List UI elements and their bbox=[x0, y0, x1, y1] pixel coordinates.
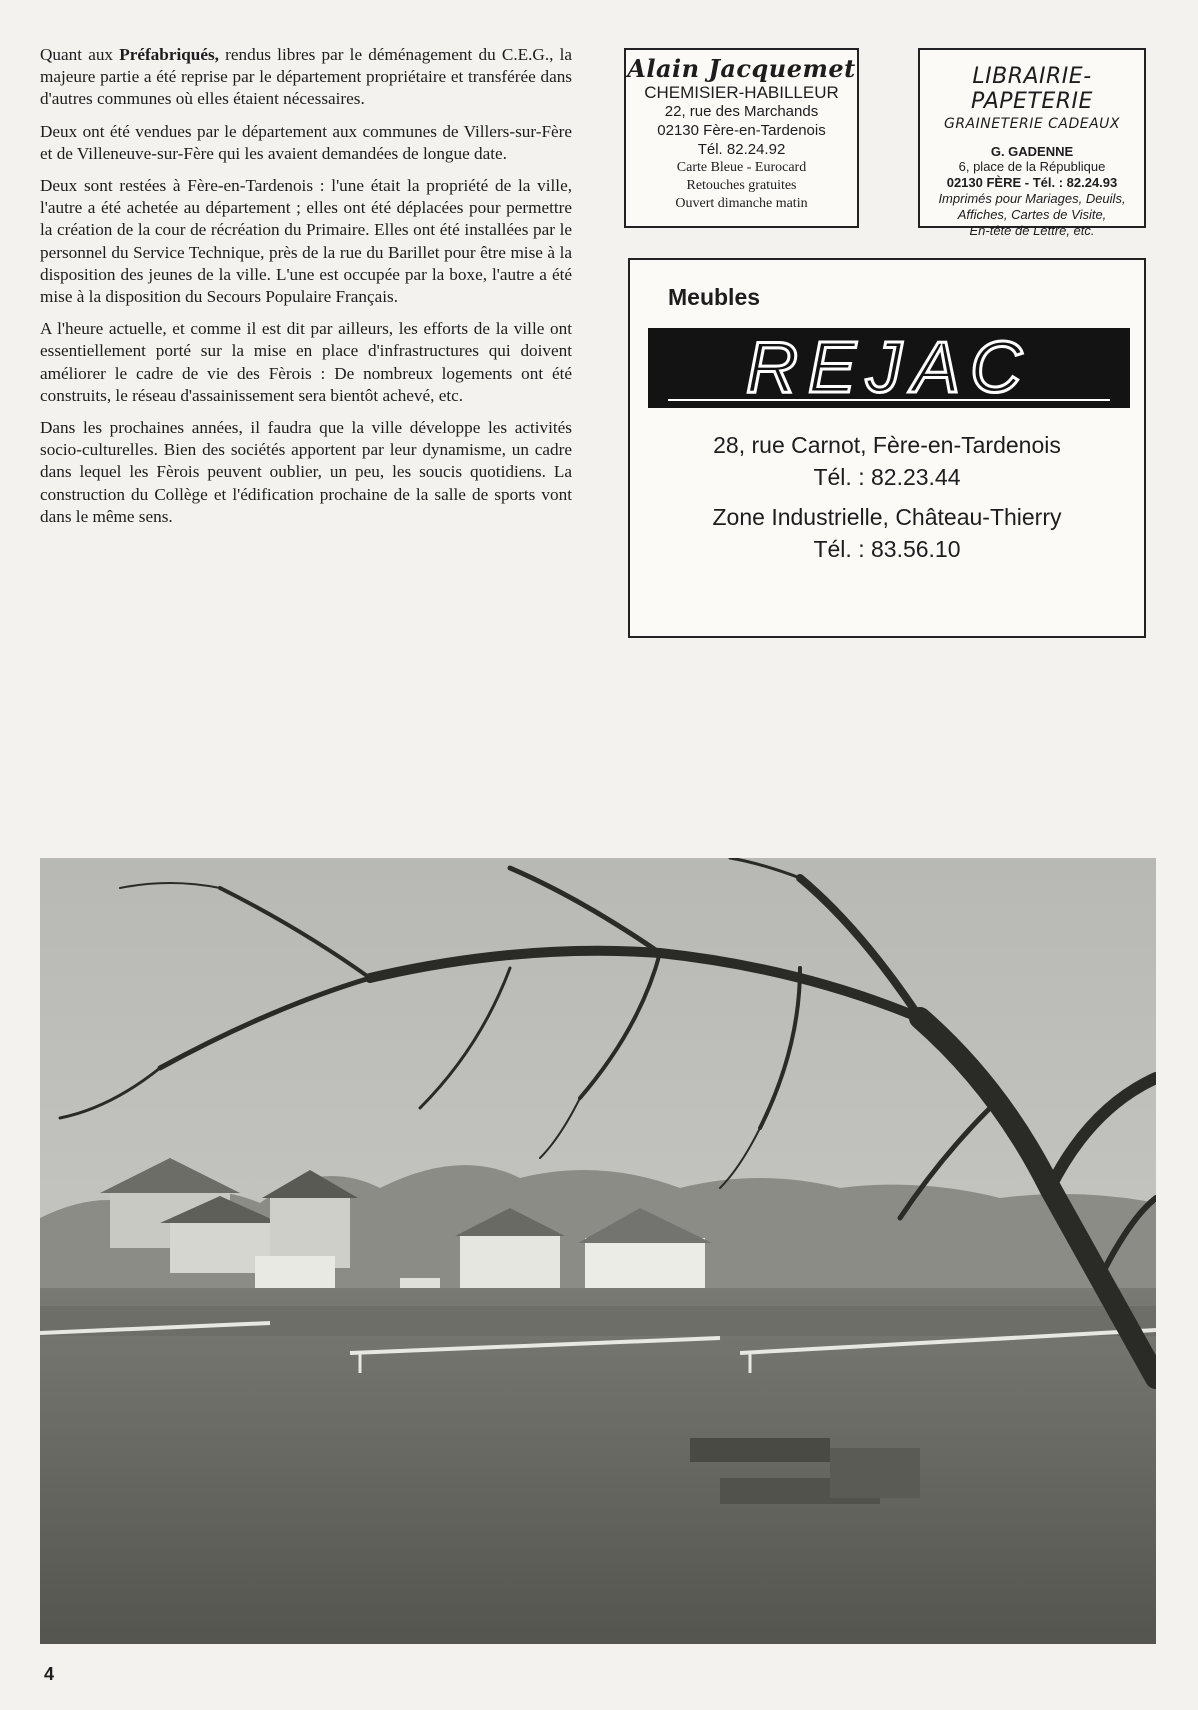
ad-rejac-label: Meubles bbox=[668, 284, 761, 310]
ad-librairie-line-3: En-tête de Lettre, etc. bbox=[969, 223, 1095, 238]
ad-rejac-logo-band bbox=[648, 328, 1130, 408]
ad-librairie bbox=[918, 48, 1146, 238]
ad-jacquemet-open: Ouvert dimanche matin bbox=[675, 196, 808, 211]
paragraph-4: A l'heure actuelle, et comme il est dit par ailleurs, les efforts de la ville ont essentiellement porté sur la mise en place d'infrastructures qui doivent améliorer le cadre de vie des Fèrois : De nombreux logements ont été construits, le réseau d'assainissement sera bientôt achevé, etc. bbox=[40, 319, 572, 405]
ad-jacquemet-city: 02130 Fère-en-Tardenois bbox=[657, 122, 826, 139]
paragraph-3: Deux sont restées à Fère-en-Tardenois : l'une était la propriété de la ville, l'autre a été achetée au département ; elles ont été déplacées pour permettre la création de la cour de récréation du Primaire. Elles ont été installées par le personnel du Service Technique, près de la rue du Barillet pour être mise à la disposition des jeunes de la ville. L'une est occupée par la boxe, l'autre a été mise à la disposition du Secours Populaire Français. bbox=[40, 176, 572, 307]
paragraph-2: Deux ont été vendues par le département aux communes de Villers-sur-Fère et de Villeneuve-sur-Fère qui les avaient demandées de longue date. bbox=[40, 121, 572, 163]
ad-librairie-line-2: Affiches, Cartes de Visite, bbox=[957, 207, 1107, 222]
article-column bbox=[40, 44, 572, 538]
ad-librairie-line-1: Imprimés pour Mariages, Deuils, bbox=[938, 191, 1126, 206]
ad-jacquemet-street: 22, rue des Marchands bbox=[664, 103, 819, 120]
ad-jacquemet bbox=[624, 48, 859, 228]
photo-park-field bbox=[40, 858, 1156, 1644]
ad-rejac-address-1: 28, rue Carnot, Fère-en-Tardenois bbox=[713, 432, 1061, 458]
ad-librairie-city-phone: 02130 FÈRE - Tél. : 82.24.93 bbox=[946, 175, 1118, 190]
paragraph-5: Dans les prochaines années, il faudra que la ville développe les activités socio-culturelles. Bien des sociétés apportent par leur dynamisme, un cadre dans lequel les Fèrois peuvent oublier, un peu, les soucis quotidiens. La construction du Collège et l'édification prochaine de la salle de sports vont dans le même sens. bbox=[40, 418, 572, 526]
ad-librairie-street: 6, place de la République bbox=[958, 159, 1106, 174]
ad-rejac-address-2: Zone Industrielle, Château-Thierry bbox=[712, 504, 1062, 530]
photo-illustration bbox=[40, 858, 1156, 1644]
page-number: 4 bbox=[44, 1664, 55, 1684]
rejac-logo-text: REJAC bbox=[745, 328, 1033, 408]
ad-jacquemet-phone: Tél. 82.24.92 bbox=[697, 141, 786, 158]
ad-librairie-subtitle: GRAINETERIE CADEAUX bbox=[943, 116, 1121, 132]
paragraph-1: Quant aux Préfabriqués, rendus libres par le déménagement du C.E.G., la majeure partie a été reprise par le département propriétaire et transférée dans d'autres communes où elles étaient nécessaires. bbox=[40, 45, 573, 109]
ad-jacquemet-name: Alain Jacquemet bbox=[627, 54, 856, 83]
ad-librairie-owner: G. GADENNE bbox=[990, 144, 1074, 159]
ad-rejac-phone-1: Tél. : 82.23.44 bbox=[813, 464, 961, 490]
bold-term: Préfabriqués, bbox=[119, 45, 219, 64]
rejac-logo bbox=[648, 328, 1130, 408]
ad-rejac bbox=[628, 258, 1146, 638]
ad-jacquemet-trade: CHEMISIER-HABILLEUR bbox=[644, 83, 839, 102]
ad-librairie-title: LIBRAIRIE-PAPETERIE bbox=[971, 64, 1093, 114]
ad-rejac-phone-2: Tél. : 83.56.10 bbox=[813, 536, 961, 562]
ad-jacquemet-retouches: Retouches gratuites bbox=[686, 178, 797, 193]
ad-jacquemet-cards: Carte Bleue - Eurocard bbox=[676, 160, 807, 175]
